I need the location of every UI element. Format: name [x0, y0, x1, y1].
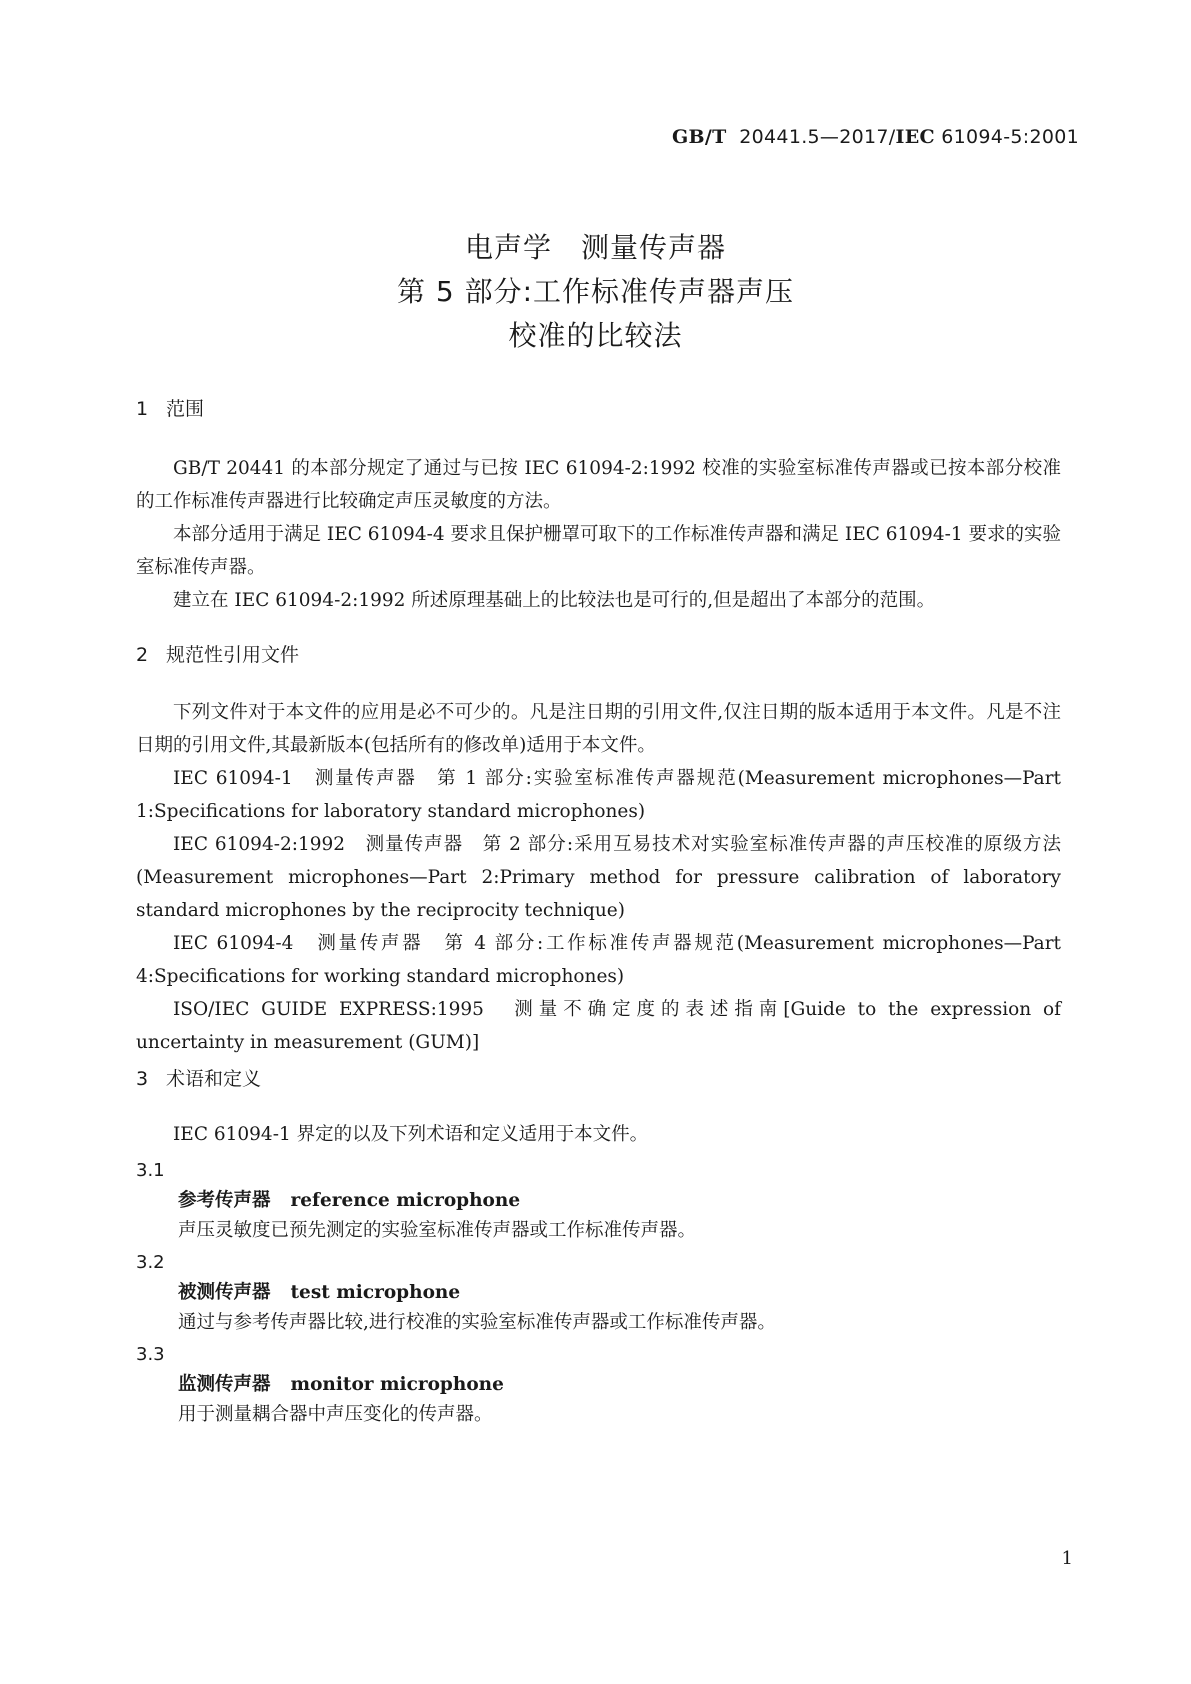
section-1-para-1: GB/T 20441 的本部分规定了通过与已按 IEC 61094-2:1992 校准的实验室标准传声器或已按本部分校准的工作标准传声器进行比较确定声压灵敏度的方法。: [136, 458, 1061, 512]
reference-iec-61094-1: IEC 61094-1 测量传声器 第 1 部分:实验室标准传声器规范(Measurement microphones—Part 1:Specifications for laboratory standard microphones): [136, 768, 1061, 822]
section-1-number: 1: [136, 398, 149, 420]
section-2-body: [136, 696, 1061, 1059]
section-2-title: 规范性引用文件: [166, 644, 300, 666]
term-name-zh: 参考传声器: [178, 1190, 271, 1211]
term-name-zh: 监测传声器: [178, 1374, 271, 1395]
reference-gum: ISO/IEC GUIDE EXPRESS:1995 测量不确定度的表述指南[Guide to the expression of uncertainty in measurement (GUM)]: [136, 999, 1061, 1053]
term-name-zh: 被测传声器: [178, 1282, 271, 1303]
standard-code-iec: IEC: [895, 126, 935, 148]
term-number: 3.3: [136, 1344, 165, 1365]
page-number: 1: [1061, 1548, 1073, 1569]
section-1-para-2: 本部分适用于满足 IEC 61094-4 要求且保护栅罩可取下的工作标准传声器和满足 IEC 61094-1 要求的实验室标准传声器。: [136, 524, 1061, 578]
section-2-heading: [136, 640, 299, 667]
document-title: [0, 226, 1191, 358]
section-3-number: 3: [136, 1068, 149, 1090]
standard-code-number: 20441.5—2017/: [739, 126, 896, 148]
section-3-para-1: IEC 61094-1 界定的以及下列术语和定义适用于本文件。: [173, 1124, 649, 1145]
standard-code-prefix: GB/T: [672, 126, 727, 148]
section-1-para-3: 建立在 IEC 61094-2:1992 所述原理基础上的比较法也是可行的,但是超出了本部分的范围。: [173, 590, 936, 611]
section-1-body: [136, 452, 1061, 617]
section-3-body: [136, 1118, 1061, 1151]
section-1-title: 范围: [166, 398, 205, 420]
term-name: [178, 1278, 460, 1304]
title-line-3: 校准的比较法: [508, 319, 683, 352]
section-3-title: 术语和定义: [166, 1068, 262, 1090]
term-definition: 通过与参考传声器比较,进行校准的实验室标准传声器或工作标准传声器。: [178, 1312, 776, 1333]
title-line-2: 第 5 部分:工作标准传声器声压: [396, 275, 795, 308]
term-number: 3.1: [136, 1160, 165, 1181]
title-line-1: 电声学 测量传声器: [464, 231, 726, 264]
term-name-en: monitor microphone: [290, 1374, 504, 1395]
term-definition: 用于测量耦合器中声压变化的传声器。: [178, 1404, 493, 1425]
reference-iec-61094-4: IEC 61094-4 测量传声器 第 4 部分:工作标准传声器规范(Measurement microphones—Part 4:Specifications for working standard microphones): [136, 933, 1061, 987]
term-name: [178, 1370, 504, 1396]
standard-code-iec-number: 61094-5:2001: [941, 126, 1079, 148]
section-1-heading: [136, 394, 204, 421]
standard-code: [672, 126, 1079, 148]
section-2-number: 2: [136, 644, 149, 666]
section-3-heading: [136, 1064, 261, 1091]
term-name: [178, 1186, 520, 1212]
term-definition: 声压灵敏度已预先测定的实验室标准传声器或工作标准传声器。: [178, 1220, 697, 1241]
term-name-en: reference microphone: [290, 1190, 521, 1211]
term-number: 3.2: [136, 1252, 165, 1273]
term-name-en: test microphone: [290, 1282, 461, 1303]
reference-iec-61094-2: IEC 61094-2:1992 测量传声器 第 2 部分:采用互易技术对实验室标准传声器的声压校准的原级方法(Measurement microphones—Part 2:Primary method for pressure calibration of laboratory standard microphones by the reciprocity technique): [136, 834, 1061, 921]
section-2-para-1: 下列文件对于本文件的应用是必不可少的。凡是注日期的引用文件,仅注日期的版本适用于本文件。凡是不注日期的引用文件,其最新版本(包括所有的修改单)适用于本文件。: [136, 702, 1061, 756]
